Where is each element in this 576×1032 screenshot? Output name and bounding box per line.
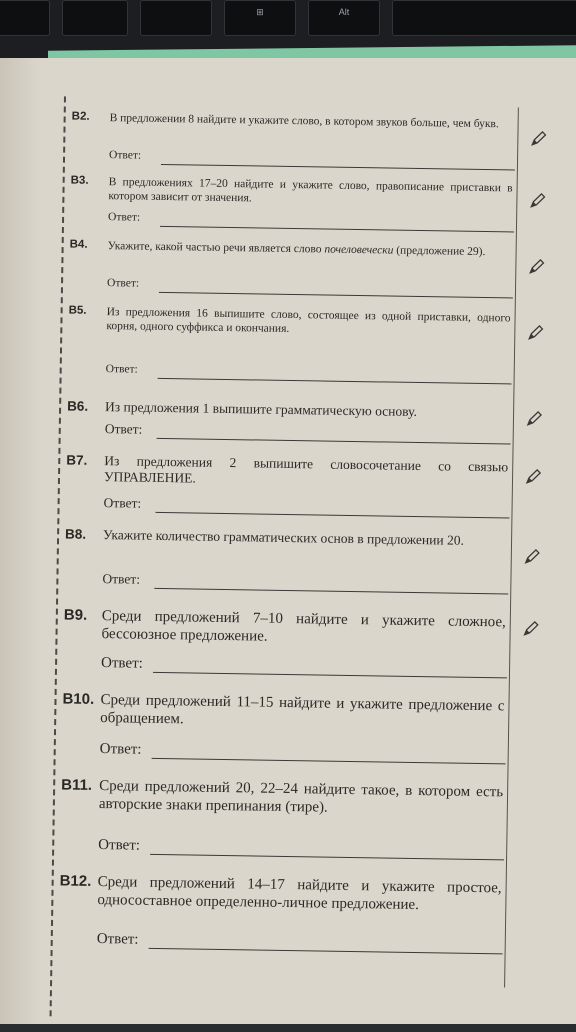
answer-label: Ответ:	[98, 837, 141, 854]
task-text-part: Укажите, какой частью речи является слово	[107, 240, 325, 256]
task-b5	[33, 304, 544, 402]
task-list	[23, 96, 558, 1032]
answer-line[interactable]	[157, 438, 511, 445]
task-number: В2.	[71, 110, 90, 123]
answer-line[interactable]	[154, 588, 508, 595]
answer-line[interactable]	[159, 292, 513, 299]
keyboard-key-alt: Alt	[308, 0, 380, 36]
task-number: В11.	[61, 776, 93, 794]
task-text-italic: почеловечески	[324, 243, 394, 257]
keyboard-key	[0, 0, 50, 36]
answer-label: Ответ:	[105, 363, 138, 376]
task-number: В5.	[68, 304, 87, 317]
answer-label: Ответ:	[99, 741, 142, 758]
task-b7	[31, 452, 542, 530]
pencil-icon	[522, 620, 540, 638]
task-b12	[24, 872, 535, 970]
answer-label: Ответ:	[108, 149, 142, 162]
answer-line[interactable]	[161, 164, 515, 171]
task-text: Из предложения 16 выпишите слово, состоящее из одной приставки, одного корня, одного суффикса и окончания.	[106, 306, 511, 335]
task-number: В4.	[69, 238, 88, 251]
keyboard-key-win: ⊞	[224, 0, 296, 36]
pencil-icon	[527, 258, 545, 276]
task-text: Среди предложений 20, 22–24 найдите такое, в котором есть авторские знаки препинания (тире).	[98, 778, 504, 816]
answer-line[interactable]	[160, 226, 514, 233]
task-text: Укажите количество грамматических основ в предложении 20.	[103, 527, 465, 548]
task-text: Среди предложений 14–17 найдите и укажите простое, односоставное определенно-личное предложение.	[97, 874, 502, 914]
answer-label: Ответ:	[103, 495, 142, 511]
answer-label: Ответ:	[106, 277, 140, 290]
pencil-icon	[529, 130, 547, 148]
task-number: В7.	[66, 452, 88, 468]
answer-line[interactable]	[155, 512, 509, 519]
task-number: В9.	[63, 606, 88, 624]
task-b6	[32, 398, 543, 456]
answer-label: Ответ:	[96, 931, 139, 948]
answer-line[interactable]	[150, 854, 504, 861]
task-number: В6.	[67, 398, 89, 414]
answer-line[interactable]	[158, 378, 512, 385]
task-text: В предложении 8 найдите и укажите слово, в котором звуков больше, чем букв.	[109, 112, 499, 131]
task-text: В предложениях 17–20 найдите и укажите слово, правописание приставки в котором зависит от значения.	[108, 176, 513, 205]
task-number: В12.	[59, 872, 92, 890]
answer-label: Ответ:	[102, 571, 141, 587]
task-text: Среди предложений 7–10 найдите и укажите сложное, бессоюзное предложение.	[101, 608, 506, 645]
pencil-icon	[526, 324, 544, 342]
answer-label: Ответ:	[100, 655, 143, 672]
task-b8	[30, 526, 541, 610]
answer-label: Ответ:	[104, 421, 143, 437]
keyboard-key	[392, 0, 576, 36]
answer-line[interactable]	[153, 672, 507, 679]
task-b11	[26, 776, 537, 874]
answer-line[interactable]	[149, 948, 503, 955]
pencil-icon	[524, 468, 542, 486]
pencil-icon	[525, 410, 543, 428]
task-number: В3.	[70, 174, 89, 187]
task-text: Из предложения 1 выпишите грамматическую основу.	[105, 399, 418, 419]
answer-label: Ответ:	[108, 211, 141, 224]
pencil-icon	[528, 192, 546, 210]
keyboard-key	[62, 0, 128, 36]
task-number: В8.	[65, 526, 87, 542]
pencil-icon	[523, 548, 541, 566]
answer-line[interactable]	[152, 758, 506, 765]
task-b9	[29, 606, 540, 694]
task-number: В10.	[62, 690, 95, 708]
task-text-part: (предложение 29).	[393, 244, 486, 259]
task-b10	[27, 690, 538, 778]
task-text: Из предложения 2 выпишите словосочетание со связью УПРАВЛЕНИЕ.	[103, 453, 509, 486]
keyboard-key	[140, 0, 212, 36]
task-text: Среди предложений 11–15 найдите и укажите предложение с обращением.	[100, 692, 505, 728]
